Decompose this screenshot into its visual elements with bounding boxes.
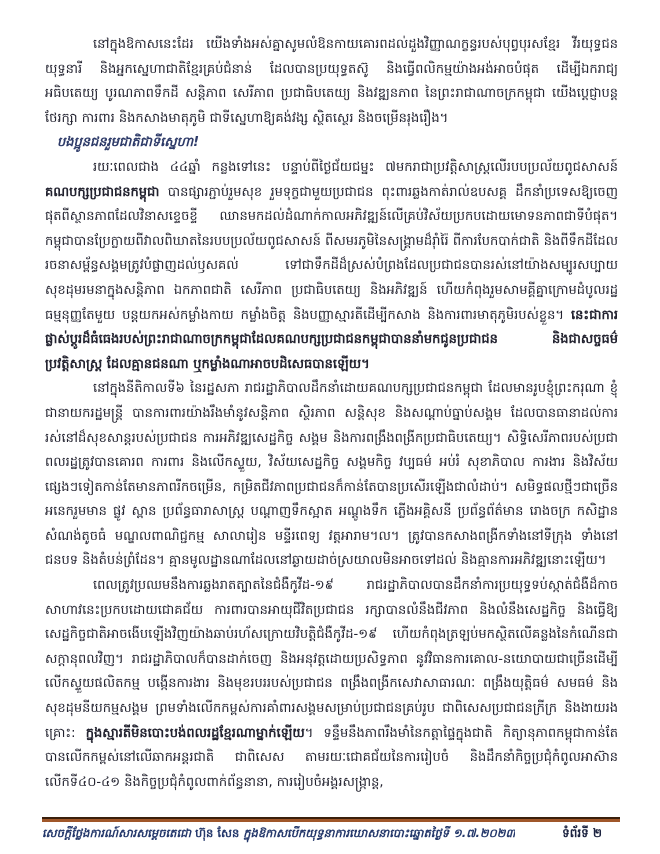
paragraph-4-text-2: ។ ទន្ទឹមនឹងភាពរឹងមាំនៃកត្តាផ្ទៃក្នុងជាតិ កិត្យានុភាពកម្ពុជាកាន់តែបានលើកកម្ពស់នៅលើឆាកអន្តរជាតិ ជាពិសេស តាមរយៈជោគជ័យនៃការរៀបចំ និងដឹកនាំកិច្ចប្រជុំកំពូលអាស៊ានលើកទី៤០-៤១ និងកិច្ចប្រជុំកំពូលពាក់ព័ន្ធនានា, ការរៀបចំអង្គរសង្ក្រាន្ត,: [45, 725, 618, 790]
paragraph-1: [45, 33, 618, 131]
footer-row: [42, 825, 620, 843]
paragraph-3: [45, 377, 618, 574]
footer-caption: [42, 826, 515, 843]
paragraph-2-bold-statement: នេះជាការផ្លាស់ប្តូរដ៏ធំធេងរបស់ព្រះរាជាណាចក្រកម្ពុជាដែលគណបក្សប្រជាជនកម្ពុជាបាននាំមកជូនប្រជាជន និងជាសច្ចធម៌ប្រវត្តិសាស្ត្រ ដែលគ្មានជនណា ឬកម្លាំងណាអាចបដិសេធបានឡើយ។: [45, 307, 618, 372]
footer-divider-brown-line: [42, 819, 620, 822]
paragraph-4-text-1: ពេលត្រូវប្រឈមនឹងការឆ្លងរាតត្បាតនៃជំងឺកូវីដ-១៩ រាជរដ្ឋាភិបាលបានដឹកនាំការប្រយុទ្ធទប់ស្កាត់ជំងឺដ៏កាចសាហាវនេះប្រកបដោយជោគជ័យ ការពារបានអាយុជីវិតប្រជាជន រក្សាបានលំនឹងជីវភាព និងលំនឹងសេដ្ឋកិច្ច និងធ្វើឱ្យសេដ្ឋកិច្ចជាតិអាចងើបឡើងវិញយ៉ាងឆាប់រហ័សក្រោយវិបត្តិជំងឺកូវីដ-១៩ ហើយកំពុងត្រឡប់មកស្ថិតលើគន្លងនៃកំណើនជាសក្តានុពលវិញ។ រាជរដ្ឋាភិបាលក៏បានដាក់ចេញ និងអនុវត្តដោយប្រសិទ្ធភាព នូវវិធានការគោល-នយោបាយជាច្រើនដើម្បីលើកស្ទួយផលិតកម្ម បង្កើនការងារ និងមុខរបររបស់ប្រជាជន ពង្រឹងពង្រីកសេវាសាធារណៈ ពង្រឹងយុត្តិធម៌ សមធម៌ និងសុខដុមនីយកម្មសង្គម ព្រមទាំងលើកកម្ពស់ការគាំពារសង្គមសម្រាប់ប្រជាជនគ្រប់រូប ជាពិសេសប្រជាជនក្រីក្រ និងងាយរងគ្រោះ:: [45, 578, 618, 741]
salutation-heading: [45, 131, 618, 156]
document-body: [45, 33, 618, 795]
paragraph-4: [45, 574, 618, 795]
paragraph-3-text: នៅក្នុងនីតិកាលទី៦ នៃរដ្ឋសភា រាជរដ្ឋាភិបាលដឹកនាំដោយគណបក្សប្រជាជនកម្ពុជា ដែលមានរូបខ្ញុំព្រះករុណា ខ្ញុំ ជានាយករដ្ឋមន្ត្រី បានការពារយ៉ាងរឹងមាំនូវសន្តិភាព ស្ថិរភាព សន្តិសុខ និងសណ្តាប់ធ្នាប់សង្គម ដែលបានធានាដល់ការរស់នៅដ៏សុខសាន្តរបស់ប្រជាជន ការអភិវឌ្ឍសេដ្ឋកិច្ច សង្គម និងការពង្រឹងពង្រីកប្រជាធិបតេយ្យ។ សិទ្ធិសេរីភាពរបស់ប្រជាពលរដ្ឋត្រូវបានគោរព ការពារ និងលើកស្ទួយ, វិស័យសេដ្ឋកិច្ច សង្គមកិច្ច វប្បធម៌ អប់រំ សុខាភិបាល ការងារ និងវិស័យផ្សេងៗទៀតកាន់តែមានភាពរីកចម្រើន, កម្រិតជីវភាពប្រជាជនក៏កាន់តែបានប្រសើរឡើងជាលំដាប់។ សមិទ្ធផលថ្មីៗជាច្រើនអនេករួមមាន ផ្លូវ ស្ពាន ប្រព័ន្ធធារាសាស្ត្រ បណ្តាញទឹកស្អាត អណ្តូងទឹក ភ្លើងអគ្គិសនី ប្រព័ន្ធព័ត៌មាន រោងចក្រ កសិដ្ឋាន សំណង់តូចធំ មណ្ឌលពាណិជ្ជកម្ម សាលារៀន មន្ទីរពេទ្យ វត្តអារាម។ល។ ត្រូវបានកសាងពង្រីកទាំងនៅទីក្រុង ទាំងនៅជនបទ និងតំបន់ព្រំដែន។ គ្មានមូលដ្ឋានណាដែលនៅឆ្ងាយដាច់ស្រយាលមិនអាចទៅដល់ និងគ្មានការអភិវឌ្ឍនោះឡើយ។: [45, 381, 618, 569]
paragraph-2: [45, 156, 618, 377]
paragraph-2-text-2: បានផ្សារភ្ជាប់រួមសុខ រួមទុក្ខជាមួយប្រជាជន ពុះពារឆ្លងកាត់រាល់ឧបសគ្គ ដឹកនាំប្រទេសឱ្យចេញផុតពីស្ថានភាពដែលវិនាសខ្ទេចខ្ទី ឈានមកដល់ដំណាក់កាលអភិវឌ្ឍន៍លើគ្រប់វិស័យប្រកបដោយមោទនភាពជាទីបំផុត។ កម្ពុជាបានប្រែក្លាយពីវាលពិឃាតនៃរបបប្រល័យពូជសាសន៍ ពីសមរភូមិនៃសង្គ្រាមដ៏រ៉ាំរ៉ៃ ពីការបែកបាក់ជាតិ និងពីទឹកដីដែលរចនាសម្ព័ន្ធសង្គមត្រូវបំផ្លាញដល់ឫសគល់ ទៅជាទឹកដីដ៏ស្រស់បំព្រងដែលប្រជាជនបានរស់នៅយ៉ាងសម្បូរសប្បាយ សុខដុមរមនាក្នុងសន្តិភាព ឯកភាពជាតិ សេរីភាព ប្រជាធិបតេយ្យ និងអភិវឌ្ឍន៍ ហើយកំពុងរួមសាមគ្គីគ្នាក្រោមដំបូលរដ្ឋធម្មនុញ្ញតែមួយ បន្តយកអស់កម្លាំងកាយ កម្លាំងចិត្ត និងបញ្ញាស្មារតីដើម្បីកសាង និងការពារមាតុភូមិរបស់ខ្លួន។: [45, 184, 618, 323]
page-footer: [42, 817, 620, 843]
footer-caption-prefix: សេចក្តីថ្លែងការណ៍សារសម្តេចតេជោ: [42, 826, 196, 840]
footer-caption-suffix: ក្នុងឱកាសបើកយុទ្ធនាការឃោសនាបោះឆ្នោតថ្ងៃទី ១.៧.២០២៣: [239, 826, 516, 840]
paragraph-2-text-1: រយៈពេលជាង ៤៤ឆ្នាំ កន្លងទៅនេះ បន្ទាប់ពីថ្ងៃជ័យជម្នះ ៧មករាជាប្រវត្តិសាស្ត្រលើរបបប្រល័យពូជសាសន៍: [93, 159, 618, 175]
footer-divider: [42, 817, 620, 822]
speaker-name: ហ៊ុន សែន: [195, 826, 240, 840]
paragraph-1-text: នៅក្នុងឱកាសនេះដែរ យើងទាំងអស់គ្នាសូមលំឱនកាយគោរពដល់ដួងវិញ្ញាណក្ខន្ធរបស់បុព្វបុរសខ្មែរ វីរយុទ្ធជន យុទ្ធនារី និងអ្នកស្នេហាជាតិខ្មែរគ្រប់ជំនាន់ ដែលបានប្រយុទ្ធតស៊ូ និងធ្វើពលិកម្មយ៉ាងអង់អាចបំផុត ដើម្បីឯករាជ្យ អធិបតេយ្យ បូរណភាពទឹកដី សន្តិភាព សេរីភាព ប្រជាធិបតេយ្យ និងវឌ្ឍនភាព នៃព្រះរាជាណាចក្រកម្ពុជា យើងប្តេជ្ញាបន្តថែរក្សា ការពារ និងកសាងមាតុភូមិ ជាទីស្នេហាឱ្យគង់វង្ស ស្ថិតស្ថេរ និងចម្រើនរុងរឿង។: [45, 37, 618, 126]
page-number: ទំព័រទី ២: [562, 826, 602, 840]
salutation-text: បងប្អូនជនរួមជាតិជាទីស្នេហា!: [57, 135, 200, 151]
paragraph-2-bold-party-name: គណបក្សប្រជាជនកម្ពុជា: [45, 184, 160, 200]
paragraph-4-bold-motto: ក្នុងស្មារតីមិនបោះបង់ពលរដ្ឋខ្មែរណាម្នាក់ឡើយ: [85, 725, 305, 741]
